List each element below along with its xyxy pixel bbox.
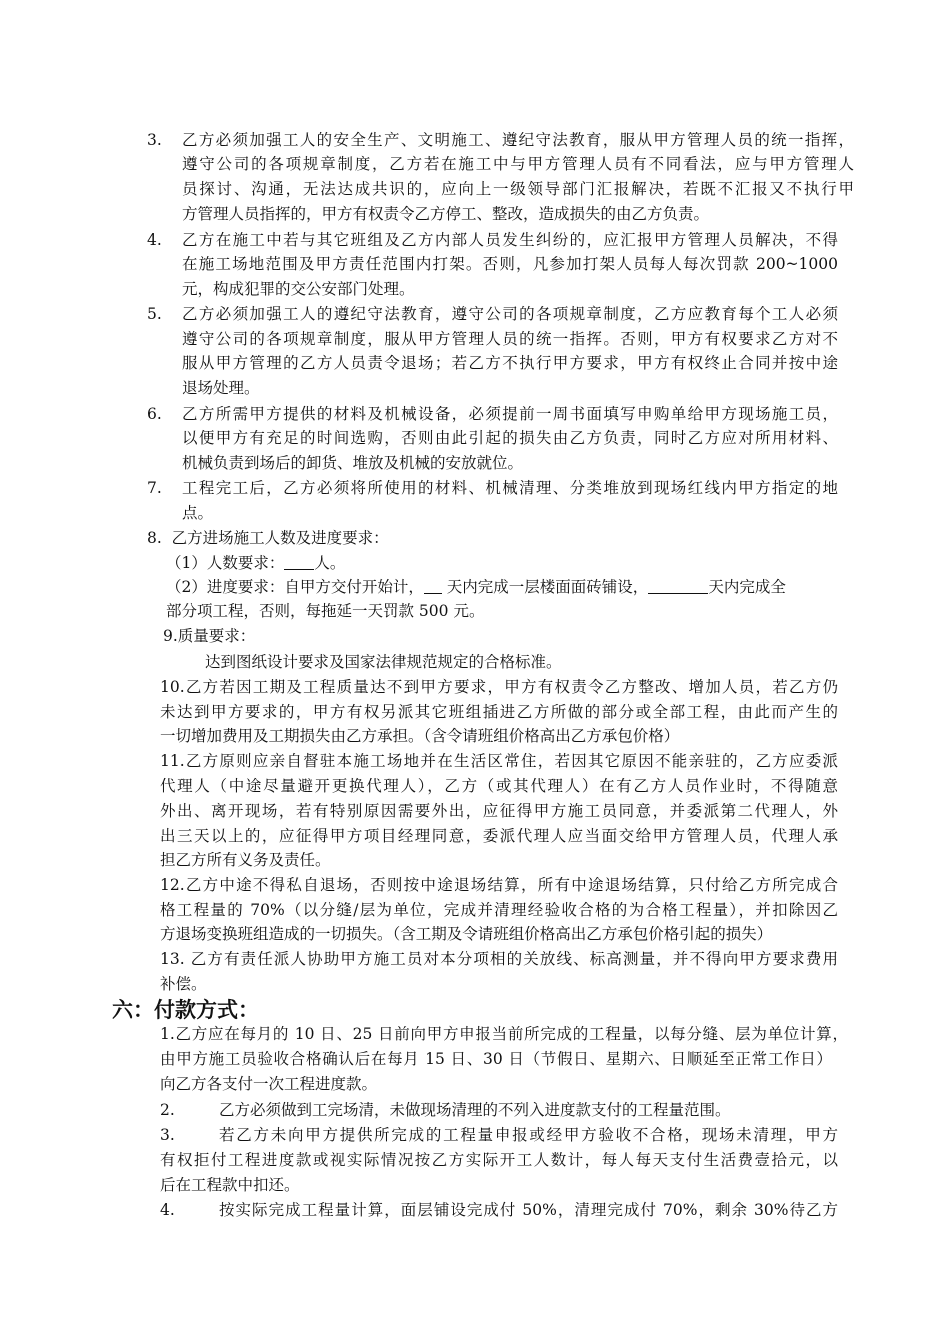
item-line: 点。 <box>182 504 214 522</box>
item-line: 乙方所需甲方提供的材料及机械设备，必须提前一周书面填写申购单给甲方现场施工员， <box>182 405 838 423</box>
item-number: 6. <box>147 405 162 423</box>
item-line: 11.乙方原则应亲自督驻本施工场地并在生活区常住，若因其它原因不能亲驻的，乙方应委派 <box>160 752 838 770</box>
item-line: 10.乙方若因工期及工程质量达不到甲方要求，甲方有权责令乙方整改、增加人员，若乙方仍 <box>160 678 838 696</box>
item-line: 格工程量的 70%（以分缝/层为单位，完成并清理经验收合格的为合格工程量），并扣除因乙 <box>160 901 838 919</box>
schedule-text-mid: 天内完成一层楼面面砖铺设， <box>441 578 649 596</box>
item-line: 工程完工后，乙方必须将所使用的材料、机械清理、分类堆放到现场红线内甲方指定的地 <box>182 479 838 497</box>
item-line: 补偿。 <box>160 975 207 993</box>
payment-line: 有权拒付工程进度款或视实际情况按乙方实际开工人数计，每人每天支付生活费壹拾元，以 <box>160 1151 838 1169</box>
item-line: 在施工场地范围及甲方责任范围内打架。否则，凡参加打架人员每人每次罚款 200~1000 <box>182 255 838 273</box>
item-line: 方退场变换班组造成的一切损失。（含工期及令请班组价格高出乙方承包价格引起的损失） <box>160 925 773 943</box>
item-line: 服从甲方管理的乙方人员责令退场；若乙方不执行甲方要求，甲方有权终止合同并按中途 <box>182 354 838 372</box>
payment-line: 按实际完成工程量计算，面层铺设完成付 50%，清理完成付 70%，剩余 30%待乙方 <box>219 1201 838 1219</box>
item-line: 元，构成犯罪的交公安部门处理。 <box>182 280 415 298</box>
item-line: 一切增加费用及工期损失由乙方承担。（含令请班组价格高出乙方承包价格） <box>160 727 680 745</box>
item-number: 4. <box>160 1201 175 1219</box>
payment-line: 若乙方未向甲方提供所完成的工程量申报或经甲方验收不合格，现场未清理，甲方 <box>219 1126 838 1144</box>
item-line: 外出、离开现场，若有特别原因需要外出，应征得甲方施工员同意，并委派第二代理人，外 <box>160 802 838 820</box>
item-line: 机械负责到场后的卸货、堆放及机械的安放就位。 <box>182 454 524 472</box>
payment-line: 后在工程款中扣还。 <box>160 1176 300 1194</box>
headcount-unit: 人。 <box>314 554 346 572</box>
item-number: 3. <box>147 131 162 149</box>
schedule-text-end: 天内完成全 <box>708 578 786 596</box>
item-line: 员探讨、沟通，无法达成共识的，应向上一级领导部门汇报解决，若既不汇报又不执行甲 <box>182 180 854 198</box>
clause-9-title: 9.质量要求： <box>163 627 256 645</box>
schedule-requirement-line2: 部分项工程，否则，每拖延一天罚款 500 元。 <box>166 602 485 620</box>
item-line: 退场处理。 <box>182 379 260 397</box>
item-number: 3. <box>160 1126 175 1144</box>
item-line: 代理人（中途尽量避开更换代理人），乙方（或其代理人）在有乙方人员作业时，不得随意 <box>160 777 838 795</box>
item-line: 担乙方所有义务及责任。 <box>160 851 331 869</box>
section-heading: 六：付款方式： <box>112 998 259 1022</box>
item-line: 以便甲方有充足的时间选购，否则由此引起的损失由乙方负责，同时乙方应对所用材料、 <box>182 429 838 447</box>
payment-line: 乙方必须做到工完场清，未做现场清理的不列入进度款支付的工程量范围。 <box>219 1101 731 1119</box>
item-line: 出三天以上的，应征得甲方项目经理同意，委派代理人应当面交给甲方管理人员，代理人承 <box>160 827 838 845</box>
item-line: 乙方必须加强工人的遵纪守法教育，遵守公司的各项规章制度，乙方应教育每个工人必须 <box>182 305 838 323</box>
payment-line: 由甲方施工员验收合格确认后在每月 15 日、30 日（节假日、星期六、日顺延至正常工作日） <box>160 1050 832 1068</box>
headcount-label: （1）人数要求： <box>166 554 285 572</box>
schedule-requirement <box>166 575 786 599</box>
item-line: 乙方必须加强工人的安全生产、文明施工、遵纪守法教育，服从甲方管理人员的统一指挥， <box>182 131 854 149</box>
payment-line: 1.乙方应在每月的 10 日、25 日前向甲方申报当前所完成的工程量，以每分缝、层为单位计算， <box>160 1025 848 1043</box>
item-number: 4. <box>147 231 162 249</box>
headcount-blank <box>284 554 314 570</box>
item-number: 5. <box>147 305 162 323</box>
schedule-days-blank-1 <box>424 578 442 594</box>
headcount-requirement <box>166 551 345 575</box>
schedule-label: （2）进度要求：自甲方交付开始计， <box>166 578 424 596</box>
item-number: 7. <box>147 479 162 497</box>
item-number: 2. <box>160 1101 175 1119</box>
item-line: 遵守公司的各项规章制度，乙方若在施工中与甲方管理人员有不同看法，应与甲方管理人 <box>182 155 854 173</box>
item-line: 12.乙方中途不得私自退场，否则按中途退场结算，所有中途退场结算，只付给乙方所完成合 <box>160 876 838 894</box>
item-line: 未达到甲方要求的，甲方有权另派其它班组插进乙方所做的部分或全部工程，由此而产生的 <box>160 703 838 721</box>
quality-standard: 达到图纸设计要求及国家法律规范规定的合格标准。 <box>205 653 562 671</box>
item-line: 遵守公司的各项规章制度，服从甲方管理人员的统一指挥。否则，甲方有权要求乙方对不 <box>182 330 838 348</box>
item-line: 乙方在施工中若与其它班组及乙方内部人员发生纠纷的，应汇报甲方管理人员解决，不得 <box>182 231 838 249</box>
item-line: 13. 乙方有责任派人协助甲方施工员对本分项相的关放线、标高测量，并不得向甲方要求费用 <box>160 950 838 968</box>
schedule-days-blank-2 <box>648 578 708 594</box>
clause-8-title: 8. 乙方进场施工人数及进度要求： <box>147 529 389 547</box>
item-line: 方管理人员指挥的，甲方有权责令乙方停工、整改，造成损失的由乙方负责。 <box>182 205 710 223</box>
payment-line: 向乙方各支付一次工程进度款。 <box>160 1075 378 1093</box>
